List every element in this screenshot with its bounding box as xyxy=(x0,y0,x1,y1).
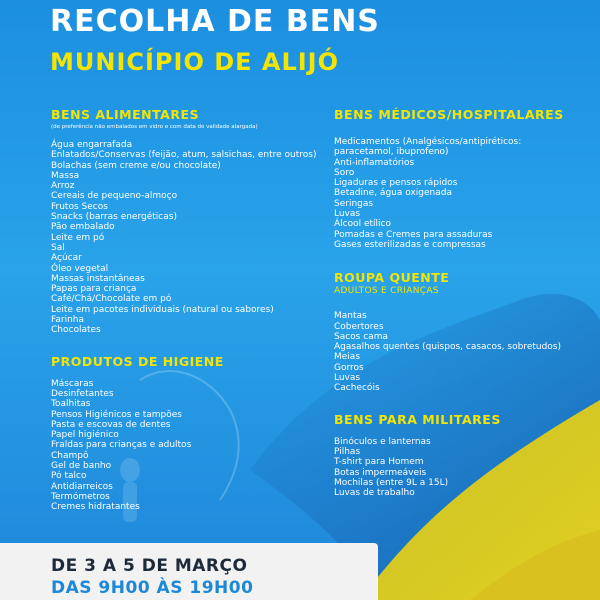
list-item: Farinha xyxy=(51,315,84,326)
list-item: Sal xyxy=(51,242,65,253)
section-title-higiene: PRODUTOS DE HIGIENE xyxy=(51,353,224,369)
list-item: Pão embalado xyxy=(51,222,115,233)
list-item: Café/Chá/Chocolate em pó xyxy=(51,294,172,305)
list-item: Antidiarreicos xyxy=(51,481,113,492)
list-item: Enlatados/Conservas (feijão, atum, salsichas, entre outros) xyxy=(51,150,317,161)
right-column xyxy=(334,107,584,498)
list-item: paracetamol, ibuprofeno) xyxy=(334,147,449,158)
list-item: Mantas xyxy=(334,311,367,322)
list-item: Sacos cama xyxy=(334,331,388,342)
list-item: Betadine, água oxigenada xyxy=(334,188,452,199)
list-item: Pasta e escovas de dentes xyxy=(51,419,171,430)
list-item: Papas para criança xyxy=(51,284,137,295)
list-item: Luvas de trabalho xyxy=(334,488,415,499)
page-title: RECOLHA DE BENS xyxy=(50,4,380,39)
event-hours: DAS 9H00 ÀS 19H00 xyxy=(51,578,254,598)
section-title-alimentares: BENS ALIMENTARES xyxy=(51,107,200,122)
list-item: Botas impermeáveis xyxy=(334,467,427,478)
list-item: Álcool etílico xyxy=(334,219,392,230)
list-item: Pó talco xyxy=(51,471,87,482)
list-item: Agasalhos quentes (quispos, casacos, sobretudos) xyxy=(334,342,562,353)
list-item: Meias xyxy=(334,352,361,363)
list-item: Desinfetantes xyxy=(51,388,114,399)
list-item: Cobertores xyxy=(334,321,384,332)
list-item: Anti-inflamatórios xyxy=(334,157,415,168)
list-item: Cereais de pequeno-almoço xyxy=(51,191,178,202)
list-item: Óleo vegetal xyxy=(51,263,109,274)
list-item: Pilhas xyxy=(334,446,361,457)
left-column xyxy=(51,107,321,513)
list-item: Massas instantâneas xyxy=(51,273,145,284)
list-item: Cachecóis xyxy=(334,383,380,394)
list-item: Termómetros xyxy=(51,491,110,502)
list-item: Pomadas e Cremes para assaduras xyxy=(334,229,493,240)
list-militares xyxy=(334,437,584,499)
list-alimentares xyxy=(51,140,321,336)
list-item: Leite em pó xyxy=(51,232,105,243)
section-note-alimentares: (de preferência não embalados em vidro e com data de validade alargada) xyxy=(51,124,258,130)
list-item: Medicamentos (Analgésicos/antipiréticos: xyxy=(334,137,522,147)
list-item: Arroz xyxy=(51,181,75,192)
list-item: Massa xyxy=(51,170,80,181)
date-banner xyxy=(0,543,378,600)
list-item: Luvas xyxy=(334,373,361,384)
list-item: Água engarrafada xyxy=(51,140,133,150)
list-item: Luvas xyxy=(334,209,361,220)
section-title-militares: BENS PARA MILITARES xyxy=(334,411,501,427)
list-item: Toalhitas xyxy=(51,399,91,410)
page-subtitle: MUNICÍPIO DE ALIJÓ xyxy=(50,48,340,76)
list-item: Máscaras xyxy=(51,378,94,389)
event-dates: DE 3 A 5 DE MARÇO xyxy=(51,556,248,576)
list-item: Gorros xyxy=(334,362,364,373)
list-higiene xyxy=(51,379,321,513)
list-item: Açúcar xyxy=(51,253,82,264)
list-item: Champô xyxy=(51,450,89,461)
list-item: Leite em pacotes individuais (natural ou sabores) xyxy=(51,304,274,315)
list-item: Soro xyxy=(334,167,355,178)
section-title-roupa: ROUPA QUENTE xyxy=(334,270,450,286)
section-subtitle-roupa: ADULTOS E CRIANÇAS xyxy=(334,286,439,297)
list-item: Snacks (barras energéticas) xyxy=(51,212,177,223)
list-item: Gel de banho xyxy=(51,461,112,472)
list-item: T-shirt para Homem xyxy=(334,457,424,468)
list-item: Bolachas (sem creme e/ou chocolate) xyxy=(51,160,221,171)
list-item: Gases esterilizadas e compressas xyxy=(334,239,486,250)
list-item: Cremes hidratantes xyxy=(51,502,140,513)
list-item: Chocolates xyxy=(51,325,101,336)
list-roupa xyxy=(334,311,584,393)
section-title-medicos: BENS MÉDICOS/HOSPITALARES xyxy=(334,107,564,122)
list-item: Seringas xyxy=(334,198,374,209)
list-item: Ligaduras e pensos rápidos xyxy=(334,178,458,189)
list-item: Papel higiénico xyxy=(51,430,119,441)
list-medicos xyxy=(334,137,584,250)
list-item: Mochilas (entre 9L a 15L) xyxy=(334,477,449,488)
list-item: Fraldas para crianças e adultos xyxy=(51,440,192,451)
list-item: Binóculos e lanternas xyxy=(334,436,431,447)
list-item: Pensos Higiénicos e tampões xyxy=(51,409,182,420)
list-item: Frutos Secos xyxy=(51,201,108,212)
